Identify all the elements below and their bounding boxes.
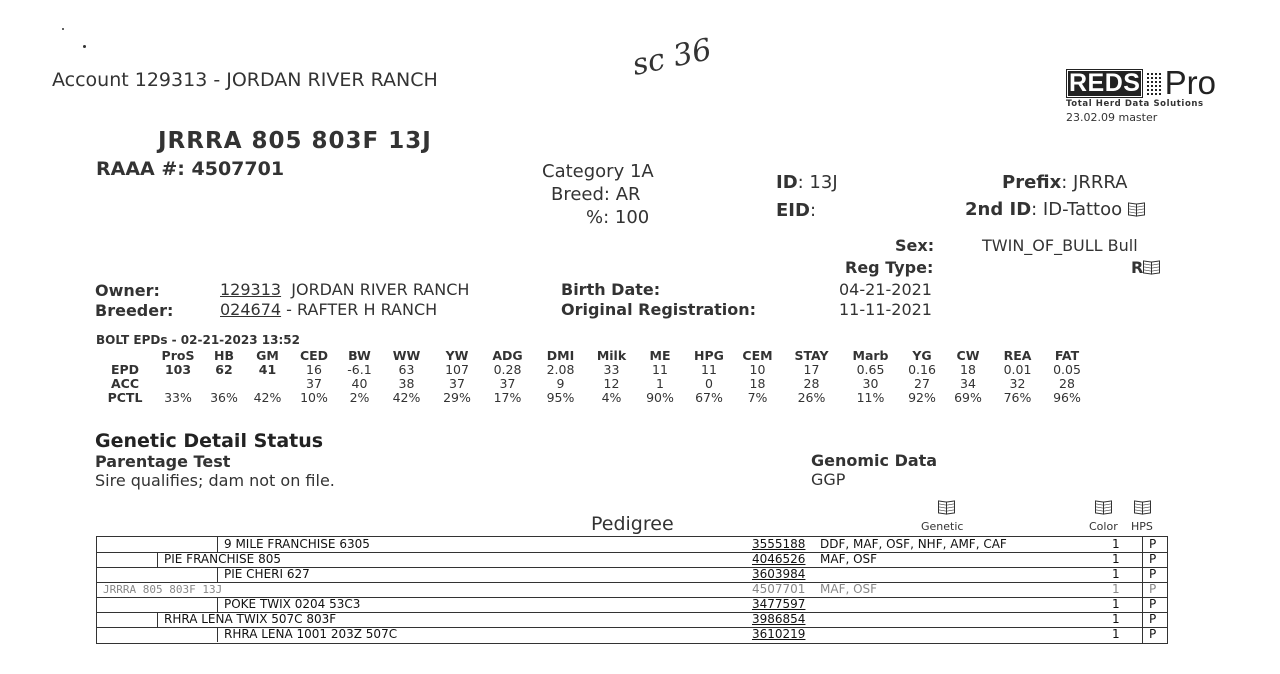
pedigree-hps: P (1149, 552, 1157, 566)
pedigree-row (97, 612, 1167, 628)
epd-row-acc (96, 377, 1090, 391)
epd-cell: 0 (705, 376, 713, 391)
epd-cell: 0.05 (1053, 362, 1081, 377)
prefix-value: : JRRRA (1061, 172, 1128, 193)
epd-cell: 2.08 (546, 362, 575, 377)
book-icon[interactable] (1143, 260, 1160, 274)
birth-date-value: 04-21-2021 (839, 280, 932, 299)
scan-speck (83, 45, 86, 48)
pedigree-hps: P (1149, 597, 1157, 611)
owner-field (220, 280, 469, 299)
pedigree-hps: P (1149, 582, 1157, 596)
epd-header-row (96, 348, 1090, 363)
epd-cell: 4% (601, 390, 622, 405)
epd-cell: 63 (398, 362, 415, 377)
epd-cell: 41 (258, 362, 277, 377)
pedigree-row (97, 537, 1167, 553)
epd-col-ww: WW (392, 348, 421, 363)
epd-cell: 18 (960, 362, 976, 377)
breeder-label: Breeder: (95, 301, 174, 320)
pedigree-color: 1 (1112, 612, 1120, 626)
epd-cell (246, 377, 289, 391)
epd-cell: 11 (652, 362, 668, 377)
id-field (776, 172, 838, 193)
raaa-label: RAAA #: (96, 158, 185, 180)
epd-cell: 96% (1053, 390, 1081, 405)
epd-cell: 12 (603, 376, 620, 391)
epd-cell: 37 (449, 376, 465, 391)
epd-cell: 32 (1009, 376, 1026, 391)
epd-cell: 26% (797, 390, 826, 405)
category: Category 1A (542, 161, 654, 182)
prefix-label: Prefix (1002, 172, 1062, 193)
animal-name: JRRRA 805 803F 13J (158, 128, 432, 154)
orig-reg-label: Original Registration: (561, 300, 757, 319)
pedigree-animal-name: RHRA LENA TWIX 507C 803F (157, 612, 753, 627)
pedigree-row (97, 627, 1167, 642)
pedigree-reg-link[interactable]: 3603984 (752, 567, 806, 581)
epd-cell: 67% (695, 390, 723, 405)
orig-reg-value: 11-11-2021 (839, 300, 932, 319)
epd-col-hpg: HPG (694, 348, 724, 363)
breed: Breed: AR (551, 184, 641, 205)
pedigree-reg-link[interactable]: 3610219 (752, 627, 806, 641)
epd-cell: 0.16 (908, 362, 936, 377)
hps-book-icon[interactable] (1134, 498, 1151, 517)
sex-label: Sex: (895, 236, 935, 255)
account-header: Account 129313 - JORDAN RIVER RANCH (52, 69, 438, 91)
epd-cell: 34 (960, 376, 976, 391)
epd-cell (202, 377, 246, 391)
epd-cell: 76% (1003, 390, 1032, 405)
epd-cell: 92% (908, 390, 936, 405)
epd-cell: 0.65 (856, 362, 885, 377)
pedigree-reg-link[interactable]: 4046526 (752, 552, 806, 566)
epd-cell (154, 377, 202, 391)
pedigree-genetic-traits: DDF, MAF, OSF, NHF, AMF, CAF (820, 537, 1007, 551)
pedigree-color: 1 (1112, 582, 1120, 596)
genetic-detail-title: Genetic Detail Status (95, 430, 324, 452)
genetic-book-icon[interactable] (938, 498, 955, 517)
pedigree-genetic-traits: MAF, OSF (820, 582, 878, 596)
pedigree-color: 1 (1112, 627, 1120, 641)
logo-grid-icon (1146, 72, 1162, 96)
pedigree-reg-link[interactable]: 3555188 (752, 537, 806, 551)
pedigree-animal-name: JRRRA 805 803F 13J (103, 583, 223, 596)
epd-cell: 36% (210, 390, 238, 405)
raaa-number (96, 158, 284, 180)
epd-cell: 1 (656, 376, 664, 391)
epd-cell: 107 (445, 362, 469, 377)
parentage-test-title: Parentage Test (95, 452, 231, 471)
epd-col-rea: REA (1003, 348, 1032, 363)
sex-value: TWIN_OF_BULL Bull (982, 236, 1138, 255)
pedigree-hps: P (1149, 627, 1157, 641)
epd-col-adg: ADG (492, 348, 523, 363)
eid-field (776, 200, 816, 221)
color-book-icon[interactable] (1095, 498, 1112, 517)
pedigree-reg-link[interactable]: 3986854 (752, 612, 806, 626)
pedigree-reg-link: 4507701 (752, 582, 806, 596)
epd-cell: 11 (701, 362, 717, 377)
second-id-value: : ID-Tattoo (1031, 199, 1123, 220)
epd-cell: 10 (749, 362, 766, 377)
epd-cell: 103 (164, 362, 192, 377)
genomic-data-value: GGP (811, 470, 846, 489)
epd-cell: 28 (1059, 376, 1075, 391)
book-icon[interactable] (1128, 202, 1145, 216)
pedigree-hps: P (1149, 567, 1157, 581)
parentage-test-result: Sire qualifies; dam not on file. (95, 471, 335, 490)
handwritten-note: sc 36 (629, 32, 715, 83)
epd-cell: 11% (856, 390, 885, 405)
epd-cell: 62 (215, 362, 233, 377)
epd-cell: 42% (392, 390, 421, 405)
epd-cell: 40 (351, 376, 368, 391)
pedigree-color: 1 (1112, 567, 1120, 581)
pedigree-row (97, 597, 1167, 613)
owner-id-link[interactable]: 129313 (220, 280, 282, 299)
pedigree-animal-name: 9 MILE FRANCHISE 6305 (217, 537, 753, 552)
epd-cell: 33 (603, 362, 620, 377)
reds-pro-logo (1066, 66, 1216, 124)
epd-cell: 38 (398, 376, 415, 391)
epd-cell: 27 (914, 376, 930, 391)
second-id-label: 2nd ID (965, 199, 1032, 220)
epd-col-pros: ProS (161, 348, 195, 363)
id-value: : 13J (797, 172, 838, 193)
pedigree-color: 1 (1112, 537, 1120, 551)
epd-col-me: ME (649, 348, 671, 363)
pedigree-row (97, 552, 1167, 568)
epd-cell: 9 (556, 376, 565, 391)
epd-col-marb: Marb (852, 348, 889, 363)
epd-col-hb: HB (214, 348, 234, 363)
eid-value: : (809, 200, 817, 221)
epd-col-bw: BW (348, 348, 371, 363)
pedigree-color: 1 (1112, 597, 1120, 611)
breeder-field (220, 300, 437, 319)
epd-cell: 69% (954, 390, 982, 405)
epd-col-cw: CW (956, 348, 980, 363)
epd-cell: -6.1 (347, 362, 372, 377)
genetic-column-header: Genetic (921, 520, 964, 533)
raaa-value: 4507701 (191, 158, 285, 180)
color-column-header: Color (1089, 520, 1118, 533)
epd-cell: 18 (749, 376, 766, 391)
genomic-data-title: Genomic Data (811, 451, 938, 470)
book-icon[interactable] (1134, 500, 1151, 514)
book-icon[interactable] (1095, 500, 1112, 514)
id-label: ID (776, 172, 798, 193)
epd-cell: 0.01 (1003, 362, 1032, 377)
epd-cell: 37 (306, 376, 322, 391)
epd-cell: 7% (747, 390, 768, 405)
epd-cell: 17 (803, 362, 820, 377)
epd-col-cem: CEM (742, 348, 773, 363)
epd-col-gm: GM (256, 348, 279, 363)
prefix-field (1002, 172, 1127, 193)
epd-cell: 37 (499, 376, 516, 391)
epd-cell: 42% (253, 390, 282, 405)
scan-speck (62, 28, 64, 30)
epd-cell: 2% (349, 390, 370, 405)
breeder-id-link[interactable]: 024674 (220, 300, 282, 319)
epd-cell: 95% (546, 390, 575, 405)
epd-title: BOLT EPDs - 02-21-2023 13:52 (96, 333, 300, 347)
epd-col-fat: FAT (1054, 348, 1080, 363)
pedigree-color: 1 (1112, 552, 1120, 566)
epd-row-label: PCTL (107, 390, 143, 405)
pedigree-animal-name: POKE TWIX 0204 53C3 (217, 597, 753, 612)
reg-type-field (1131, 258, 1160, 277)
pedigree-hps: P (1149, 537, 1157, 551)
epd-col-stay: STAY (794, 348, 829, 363)
pedigree-animal-name: RHRA LENA 1001 203Z 507C (217, 627, 753, 642)
epd-cell: 10% (300, 390, 328, 405)
epd-col-dmi: DMI (546, 348, 575, 363)
pedigree-hps: P (1149, 612, 1157, 626)
hps-column-header: HPS (1131, 520, 1153, 533)
epd-cell: 28 (803, 376, 820, 391)
pedigree-table (96, 536, 1168, 644)
epd-cell: 29% (443, 390, 471, 405)
pedigree-animal-name: PIE FRANCHISE 805 (157, 552, 753, 567)
pedigree-animal-name: PIE CHERI 627 (217, 567, 753, 582)
owner-label: Owner: (95, 281, 160, 300)
epd-cell: 30 (862, 376, 879, 391)
pedigree-row (97, 582, 1167, 598)
logo-reds-text: REDS (1066, 69, 1143, 98)
percent: %: 100 (586, 207, 650, 228)
software-version: 23.02.09 master (1066, 111, 1158, 124)
epd-cell: 33% (164, 390, 192, 405)
epd-cell: 0.28 (493, 362, 522, 377)
epd-col-milk: Milk (596, 348, 627, 363)
epd-col-yg: YG (912, 348, 932, 363)
epd-cell: 16 (306, 362, 322, 377)
logo-tagline: Total Herd Data Solutions (1066, 99, 1204, 109)
pedigree-row (97, 567, 1167, 583)
owner-name: JORDAN RIVER RANCH (291, 280, 470, 299)
epd-corner (96, 348, 154, 363)
epd-row-pctl (96, 391, 1090, 405)
epd-cell: 90% (646, 390, 674, 405)
pedigree-title: Pedigree (591, 513, 674, 535)
breeder-name: - RAFTER H RANCH (286, 300, 438, 319)
epd-cell: 17% (493, 390, 522, 405)
epd-col-yw: YW (445, 348, 469, 363)
reg-type-label: Reg Type: (845, 258, 934, 277)
reg-type-value: R (1131, 258, 1144, 277)
epd-row-label: ACC (110, 376, 140, 391)
epd-row-epd (96, 363, 1090, 377)
logo-pro-text: Pro (1164, 64, 1216, 101)
eid-label: EID (776, 200, 810, 221)
epd-col-ced: CED (299, 348, 329, 363)
epd-row-label: EPD (110, 362, 140, 377)
second-id-field (965, 199, 1145, 220)
pedigree-reg-link[interactable]: 3477597 (752, 597, 806, 611)
epd-table (96, 348, 1090, 405)
pedigree-genetic-traits: MAF, OSF (820, 552, 878, 566)
birth-date-label: Birth Date: (561, 280, 661, 299)
book-icon[interactable] (938, 500, 955, 514)
